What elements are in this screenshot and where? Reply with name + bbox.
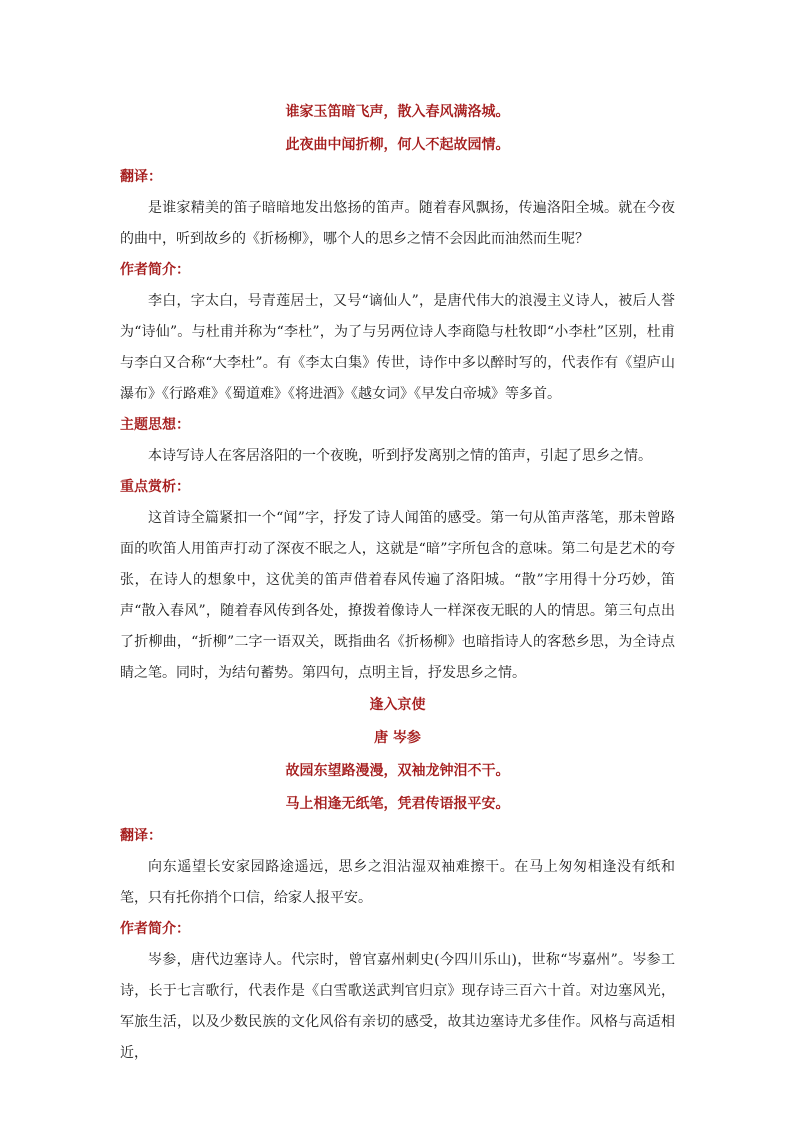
poem2-title: 逢入京使	[369, 697, 426, 713]
poem2-line-2: 马上相逢无纸笔，凭君传语报平安。	[285, 796, 510, 812]
poem2-line-1: 故园东望路漫漫，双袖龙钟泪不干。	[285, 763, 510, 779]
poem2-author-text: 岑参，唐代边塞诗人。代宗时，曾官嘉州刺史(今四川乐山)，世称“岑嘉州”。岑参工诗，长于七言歌行，代表作是《白雪歌送武判官归京》现存诗三百六十首。对边塞风光，军旅生活，以及少数民族的文化风俗有亲切的感受，故其边塞诗尤多佳作。风格与高适相近，	[120, 952, 675, 1061]
poem1-theme-text: 本诗写诗人在客居洛阳的一个夜晚，听到抒发离别之情的笛声，引起了思乡之情。	[148, 448, 652, 464]
poem1-translation-text: 是谁家精美的笛子暗暗地发出悠扬的笛声。随着春风飘扬，传遍洛阳全城。就在今夜的曲中，听到故乡的《折杨柳》，哪个人的思乡之情不会因此而油然而生呢？	[120, 200, 675, 247]
poem1-line-2: 此夜曲中闻折柳，何人不起故园情。	[285, 137, 510, 153]
poem1-translation-label: 翻译：	[120, 169, 162, 185]
poem2-translation-label: 翻译：	[120, 828, 162, 844]
poem1-analysis-text: 这首诗全篇紧扣一个“闻”字，抒发了诗人闻笛的感受。第一句从笛声落笔，那未曾路面的吹笛人用笛声打动了深夜不眠之人，这就是“暗”字所包含的意味。第二句是艺术的夸张，在诗人的想象中，这优美的笛声借着春风传遍了洛阳城。“散”字用得十分巧妙，笛声“散入春风”，随着春风传到各处，撩拨着像诗人一样深夜无眠的人的情思。第三句点出了折柳曲，“折柳”二字一语双关，既指曲名《折杨柳》也暗指诗人的客愁乡思，为全诗点睛之笔。同时，为结句蓄势。第四句，点明主旨，抒发思乡之情。	[120, 510, 675, 681]
document-page	[120, 96, 675, 1069]
poem1-analysis-label: 重点赏析：	[120, 479, 190, 495]
poem1-author-label: 作者简介：	[120, 262, 190, 278]
poem2-author-line: 唐 岑参	[374, 730, 421, 746]
poem1-theme-label: 主题思想：	[120, 417, 190, 433]
poem1-author-text: 李白，字太白，号青莲居士，又号“谪仙人”，是唐代伟大的浪漫主义诗人，被后人誉为“诗仙”。与杜甫并称为“李杜”，为了与另两位诗人李商隐与杜牧即“小李杜”区别，杜甫与李白又合称“大李杜”。有《李太白集》传世，诗作中多以醉时写的，代表作有《望庐山瀑布》《行路难》《蜀道难》《将进酒》《越女词》《早发白帝城》等多首。	[120, 293, 675, 402]
poem2-author-label: 作者简介：	[120, 921, 190, 937]
poem2-translation-text: 向东遥望长安家园路途遥远，思乡之泪沾湿双袖难擦干。在马上匆匆相逢没有纸和笔，只有托你捎个口信，给家人报平安。	[120, 859, 675, 906]
poem1-line-1: 谁家玉笛暗飞声，散入春风满洛城。	[285, 104, 510, 120]
